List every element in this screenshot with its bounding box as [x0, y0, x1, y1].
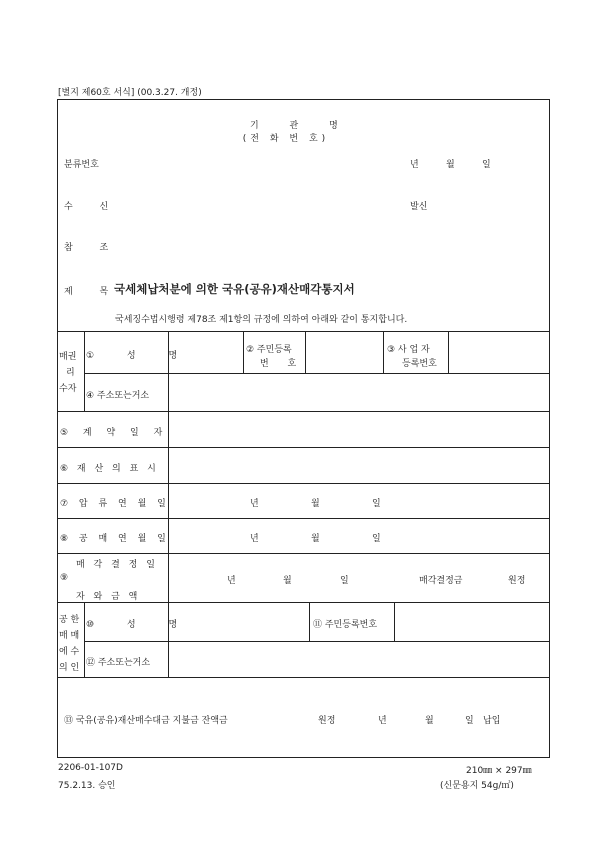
balance-won: 원정 — [318, 716, 336, 726]
decision-label-3: 자 와 금 액 — [76, 592, 141, 602]
paper-size: 210㎜ × 297㎜ — [466, 766, 532, 776]
line-v-buyer-group — [84, 331, 85, 411]
disposer-name-label: ⑩ 성 명 — [86, 620, 178, 630]
decision-day: 일 — [340, 576, 349, 586]
buyer-rrn-label-1: ② 주민등록 — [246, 345, 292, 355]
classification-label: 분류번호 — [64, 160, 99, 170]
disposer-group-label-2: 매 매 — [59, 631, 80, 641]
reference-label: 참 조 — [64, 243, 121, 253]
line-h9 — [84, 641, 550, 642]
buyer-group-label-2: 리 — [66, 368, 75, 378]
buyer-group-label-1: 매권 — [59, 352, 77, 362]
agency-name: 기 관 명 — [250, 121, 352, 131]
sale-day: 일 — [372, 534, 381, 544]
disposer-group-label-3: 에 수 — [59, 647, 80, 657]
sale-date-label: ⑧ 공 매 연 월 일 — [60, 534, 170, 544]
property-label: ⑥ 재 산 의 표 시 — [60, 464, 159, 474]
line-v-disposer-labels — [168, 602, 169, 677]
sender-label: 발신 — [410, 202, 428, 212]
line-v-disposer-rrn-left — [309, 602, 310, 641]
line-v-disposer-group — [84, 602, 85, 677]
agency-phone: (전 화 번 호) — [242, 134, 330, 144]
line-v-biz-label-left — [383, 331, 384, 373]
seizure-year: 년 — [250, 499, 259, 509]
decision-year: 년 — [227, 576, 236, 586]
balance-label: ⑬ 국유(공유)재산매수대금 지불금 잔액금 — [64, 716, 228, 726]
line-v-biz-label-right — [448, 331, 449, 373]
buyer-address-label: ④ 주소또는거소 — [86, 391, 150, 401]
line-h2 — [84, 373, 550, 374]
seizure-day: 일 — [372, 499, 381, 509]
balance-month: 월 — [425, 716, 434, 726]
subject-title: 국세체납처분에 의한 국유(공유)재산매각통지서 — [114, 282, 355, 296]
line-h3 — [57, 411, 550, 412]
subject-label: 제 목 — [64, 287, 121, 297]
recipient-label: 수 신 — [64, 202, 121, 212]
line-h5 — [57, 483, 550, 484]
disposer-group-label-1: 공 한 — [59, 615, 80, 625]
sale-month: 월 — [311, 534, 320, 544]
seizure-month: 월 — [311, 499, 320, 509]
contract-date-label: ⑤ 계 약 일 자 — [60, 428, 169, 438]
line-h4 — [57, 447, 550, 448]
doc-number: 2206-01-107D — [58, 763, 123, 773]
paper-spec: (신문용지 54g/㎡) — [440, 781, 514, 791]
intro-text: 국세징수법시행령 제78조 제1항의 규정에 의하여 아래와 같이 통지합니다. — [115, 315, 408, 325]
line-h8 — [57, 602, 550, 603]
line-v-rrn-label-left — [243, 331, 244, 373]
date-day-label: 일 — [482, 160, 491, 170]
balance-suffix: 납입 — [483, 716, 501, 726]
line-v-rrn-label-right — [305, 331, 306, 373]
line-v-labels — [168, 331, 169, 602]
balance-year: 년 — [378, 716, 387, 726]
approval-date: 75.2.13. 승인 — [58, 781, 116, 791]
disposer-rrn-label: ⑪ 주민등록번호 — [313, 620, 378, 630]
buyer-group-label-3: 수자 — [59, 384, 77, 394]
line-h6 — [57, 518, 550, 519]
decision-label-2: ⑨ — [60, 573, 69, 583]
decision-month: 월 — [283, 576, 292, 586]
decision-label-1: 매 각 결 정 일 — [76, 560, 158, 570]
decision-won: 원정 — [508, 576, 526, 586]
buyer-name-label: ① 성 명 — [86, 351, 178, 361]
seizure-date-label: ⑦ 압 류 연 월 일 — [60, 499, 170, 509]
balance-day: 일 — [465, 716, 474, 726]
date-month-label: 월 — [446, 160, 455, 170]
line-h1 — [57, 331, 550, 332]
line-h10 — [57, 677, 550, 678]
disposer-address-label: ⑫ 주소또는거소 — [86, 658, 151, 668]
buyer-rrn-label-2: 번 호 — [260, 359, 305, 369]
line-v-disposer-rrn-right — [394, 602, 395, 641]
disposer-group-label-4: 의 인 — [59, 663, 80, 673]
date-year-label: 년 — [410, 160, 419, 170]
sale-year: 년 — [250, 534, 259, 544]
buyer-biz-label-1: ③ 사 업 자 — [387, 345, 430, 355]
form-code: [별지 제60호 서식] (00.3.27. 개정) — [58, 88, 202, 98]
decision-amount-label: 매각결정금 — [419, 576, 463, 586]
line-h7 — [57, 553, 550, 554]
buyer-biz-label-2: 등록번호 — [402, 359, 437, 369]
